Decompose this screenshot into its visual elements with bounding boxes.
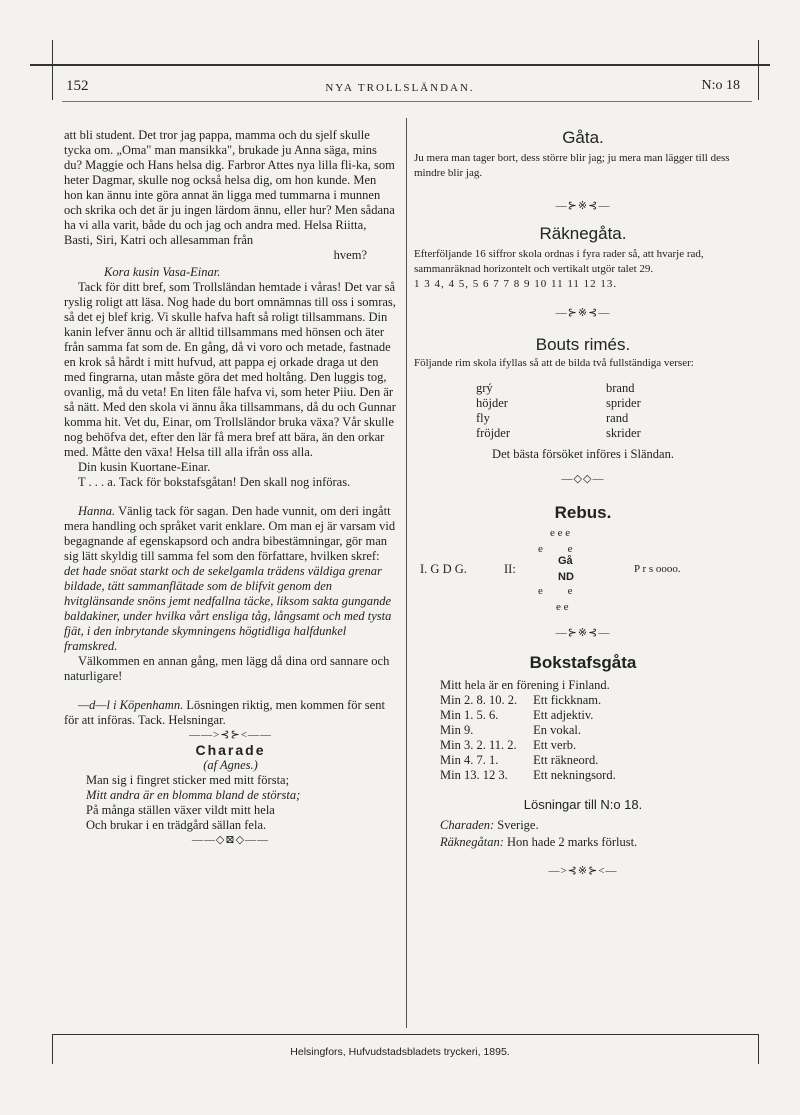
right-margin-rule <box>758 40 759 100</box>
rebus-center-bottom: ND <box>558 571 574 583</box>
answer-kopenhamn-body: Lösningen riktig, men kommen för sent för att införas. Tack. Helsningar. <box>64 698 385 727</box>
ornament-divider: ——>⊰⊱<—— <box>189 729 272 741</box>
bokstafsgata-row <box>440 723 622 738</box>
gata-text: Ju mera man tager bort, dess större blir jag; ju mera man lägger till dess mindre blir jag. <box>414 152 730 179</box>
bouts-rimes-title: Bouts rimés. <box>535 335 631 354</box>
answer-hanna <box>64 504 397 654</box>
answer-ta: T . . . a. Tack för bokstafsgåtan! Den skall nog införas. <box>78 475 351 489</box>
top-rule <box>30 64 770 66</box>
rebus-title: Rebus. <box>554 503 612 522</box>
bokstafsgata-intro: Mitt hela är en förening i Finland. <box>440 678 610 692</box>
rhyme-right: brand <box>606 381 635 395</box>
charade-line-3: På många ställen växer vildt mitt hela <box>86 803 275 817</box>
left-column <box>64 128 397 848</box>
losning-charade-label: Charaden: <box>440 818 495 832</box>
rebus-right-text: P r s oooo. <box>634 563 681 575</box>
rebus-center-top: Gå <box>558 555 573 567</box>
losning-charade-value: Sverige. <box>497 818 539 832</box>
bokstafsgata-clue: Ett nekningsord. <box>533 768 616 782</box>
bokstafsgata-row <box>440 678 622 693</box>
rebus-top-letters: e e e <box>550 527 571 539</box>
rhyme-left: fly <box>476 411 490 425</box>
gata-title: Gåta. <box>562 128 604 147</box>
losning-charade <box>440 818 752 833</box>
bokstafsgata-table <box>440 678 622 783</box>
losning-raknegata-label: Räknegåtan: <box>440 835 504 849</box>
charade-author: (af Agnes.) <box>203 758 258 772</box>
ornament-divider: —◇◇— <box>561 473 605 485</box>
losning-raknegata <box>440 835 752 850</box>
answer-kopenhamn-label: —d—l i Köpenhamn. <box>78 698 184 712</box>
rhyme-row <box>476 411 647 426</box>
answer-hanna-body: Vänlig tack för sagan. Den hade vunnit, om deri ingått mera handling och språket varit enklare. Om man ej är varsam vid begagnande af egenskapsord och andra bibestämningar, gör man sig lätt skyldig till samma fel som den författare, hvilken skref: <box>64 504 396 563</box>
losningar-title: Lösningar till N:o 18. <box>523 797 643 812</box>
bokstafsgata-clue: Ett adjektiv. <box>533 708 594 722</box>
reply-heading: Kora kusin Vasa-Einar. <box>104 265 221 279</box>
bokstafsgata-row <box>440 738 622 753</box>
bokstafsgata-key: Min 3. 2. 11. 2. <box>440 738 517 752</box>
printer-imprint: Helsingfors, Hufvudstadsbladets tryckeri, 1895. <box>290 1046 510 1058</box>
charade-line-1: Man sig i fingret sticker med mitt första; <box>86 773 290 787</box>
rhyme-left: höjder <box>476 396 508 410</box>
ornament-divider: —⊱※⊰— <box>555 200 611 212</box>
bokstafsgata-title: Bokstafsgåta <box>529 653 637 672</box>
rhyme-row <box>476 381 647 396</box>
bokstafsgata-clue: Ett fickknam. <box>533 693 602 707</box>
bokstafsgata-key: Min 1. 5. 6. <box>440 708 499 722</box>
charade-title: Charade <box>195 742 266 758</box>
letter-signoff: hvem? <box>333 248 367 262</box>
answer-hanna-label: Hanna. <box>78 504 116 518</box>
bouts-rimes-text: Följande rim skola ifyllas så att de bilda två fullständiga verser: <box>414 357 694 369</box>
ornament-divider: —>⊰※⊱<— <box>548 865 618 877</box>
bokstafsgata-key: Min 13. 12 3. <box>440 768 508 782</box>
rebus-part-2-label: II: <box>504 562 516 576</box>
letter-paragraph: att bli student. Det tror jag pappa, mamma och du sjelf skulle tycka om. „Oma" man mansikka", brukade ju Anna säga, mins du? Maggie och Hans helsa dig. Farbror Attes nya lilla fli-ka, som heter Dagmar, skulle nog också helsa dig, om hon kunde. Men hon kan ännu inte göra annat än ligga med tummarna i munnen och skrika och det är ju ingen lärdom ännu, eller hur? Men sådana ha vi alla varit, både du och jag och andra med. Helsa Riitta, Basti, Siri, Katri och allesamman från <box>64 128 395 247</box>
header-underline <box>62 101 752 102</box>
bokstafsgata-key: Min 4. 7. 1. <box>440 753 499 767</box>
ornament-divider: —⊱※⊰— <box>555 307 611 319</box>
rebus-upper-letters: e e <box>538 543 573 555</box>
rebus-bottom-letters: e e <box>556 601 569 613</box>
masthead-title: NYA TROLLSLÄNDAN. <box>325 82 475 94</box>
bokstafsgata-key: Min 2. 8. 10. 2. <box>440 693 518 707</box>
charade-line-4: Och brukar i en trädgård sällan fela. <box>86 818 267 832</box>
answer-hanna-close: Välkommen en annan gång, men lägg då dina ord sannare och naturligare! <box>64 654 390 683</box>
rhyme-row <box>476 426 647 441</box>
rebus-lower-letters: e e <box>538 585 573 597</box>
ornament-divider: ——◇⊠◇—— <box>191 834 270 846</box>
rhyme-right: rand <box>606 411 629 425</box>
ornament-divider: —⊱※⊰— <box>555 627 611 639</box>
rhyme-right: sprider <box>606 396 641 410</box>
answer-kopenhamn <box>64 698 397 728</box>
bouts-rimes-note: Det bästa försöket införes i Sländan. <box>492 447 674 461</box>
bokstafsgata-clue: Ett räkneord. <box>533 753 599 767</box>
reply-signature: Din kusin Kuortane-Einar. <box>78 460 211 474</box>
bottom-rule <box>52 1034 758 1035</box>
losning-raknegata-value: Hon hade 2 marks förlust. <box>507 835 638 849</box>
bokstafsgata-clue: En vokal. <box>533 723 582 737</box>
bokstafsgata-row <box>440 708 622 723</box>
raknegata-title: Räknegåta. <box>539 224 627 243</box>
answer-hanna-quote: det hade snöat starkt och de sekelgamla trädens väldiga grenar bildade, tätt sammanflätade som de blifvit genom den hvitglänsande snöns jemt nedfallna täcke, liksom sakta gungande baldakiner, under hvilka vårt ensliga tåg, långsamt och med tysta fjät, i den inbrytande skymningens högtidliga halfdunkel framskred. <box>64 564 392 653</box>
bokstafsgata-row <box>440 693 622 708</box>
charade-line-2: Mitt andra är en blomma bland de största; <box>86 788 301 802</box>
right-column <box>414 130 752 879</box>
bokstafsgata-row <box>440 753 622 768</box>
rebus-part-1: I. G D G. <box>420 562 467 576</box>
reply-body: Tack för ditt bref, som Trollsländan hemtade i våras! Det var så ryslig roligt att läsa. Nog hade du bort omnämnas till oss i somras, så det ej blef krig. Vi skulle hafva haft så roligt tillsammans. Din kanin lefver ännu och är alltid tillsammans med hönsen och äter från samma fat som de. En gång, då vi voro och metade, fastnade en krok så hårdt i mitt hufvud, att pappa ej orkade draga ut den med fingrarna, utan måste göra det med holtång. Den luggis tog, ovanlig, må du veta! En liten fåle hafva vi, som heter Piiu. Den är så nätt. Med den skola vi ännu åka tillsammans, då du och Gunnar komma hit. Vet du, Einar, om Trollsländor bruka växa? Vår skulle nog behöfva det, efter den lär få mera bref att bära, än den orkar med. Måtte den växa! Helsa till alla ifrån oss alla. <box>64 280 396 459</box>
rhyme-right: skrider <box>606 426 641 440</box>
rebus-figure <box>414 526 752 622</box>
issue-number: N:o 18 <box>701 78 740 93</box>
raknegata-text: Efterföljande 16 siffror skola ordnas i fyra rader så, att hvarje rad, sammanräknad horizontelt och vertikalt utgör talet 29. <box>414 248 704 275</box>
rhyme-left: fröjder <box>476 426 511 440</box>
left-margin-rule <box>52 40 53 100</box>
bokstafsgata-row <box>440 768 622 783</box>
rhyme-row <box>476 396 647 411</box>
raknegata-numbers: 1 3 4, 4 5, 5 6 7 7 8 9 10 11 11 12 13. <box>414 278 618 290</box>
page-number: 152 <box>66 78 89 94</box>
rhyme-left: grý <box>476 381 493 395</box>
bokstafsgata-clue: Ett verb. <box>533 738 577 752</box>
bokstafsgata-key: Min 9. <box>440 723 474 737</box>
column-divider <box>406 118 407 1028</box>
rhyme-table <box>476 381 647 441</box>
